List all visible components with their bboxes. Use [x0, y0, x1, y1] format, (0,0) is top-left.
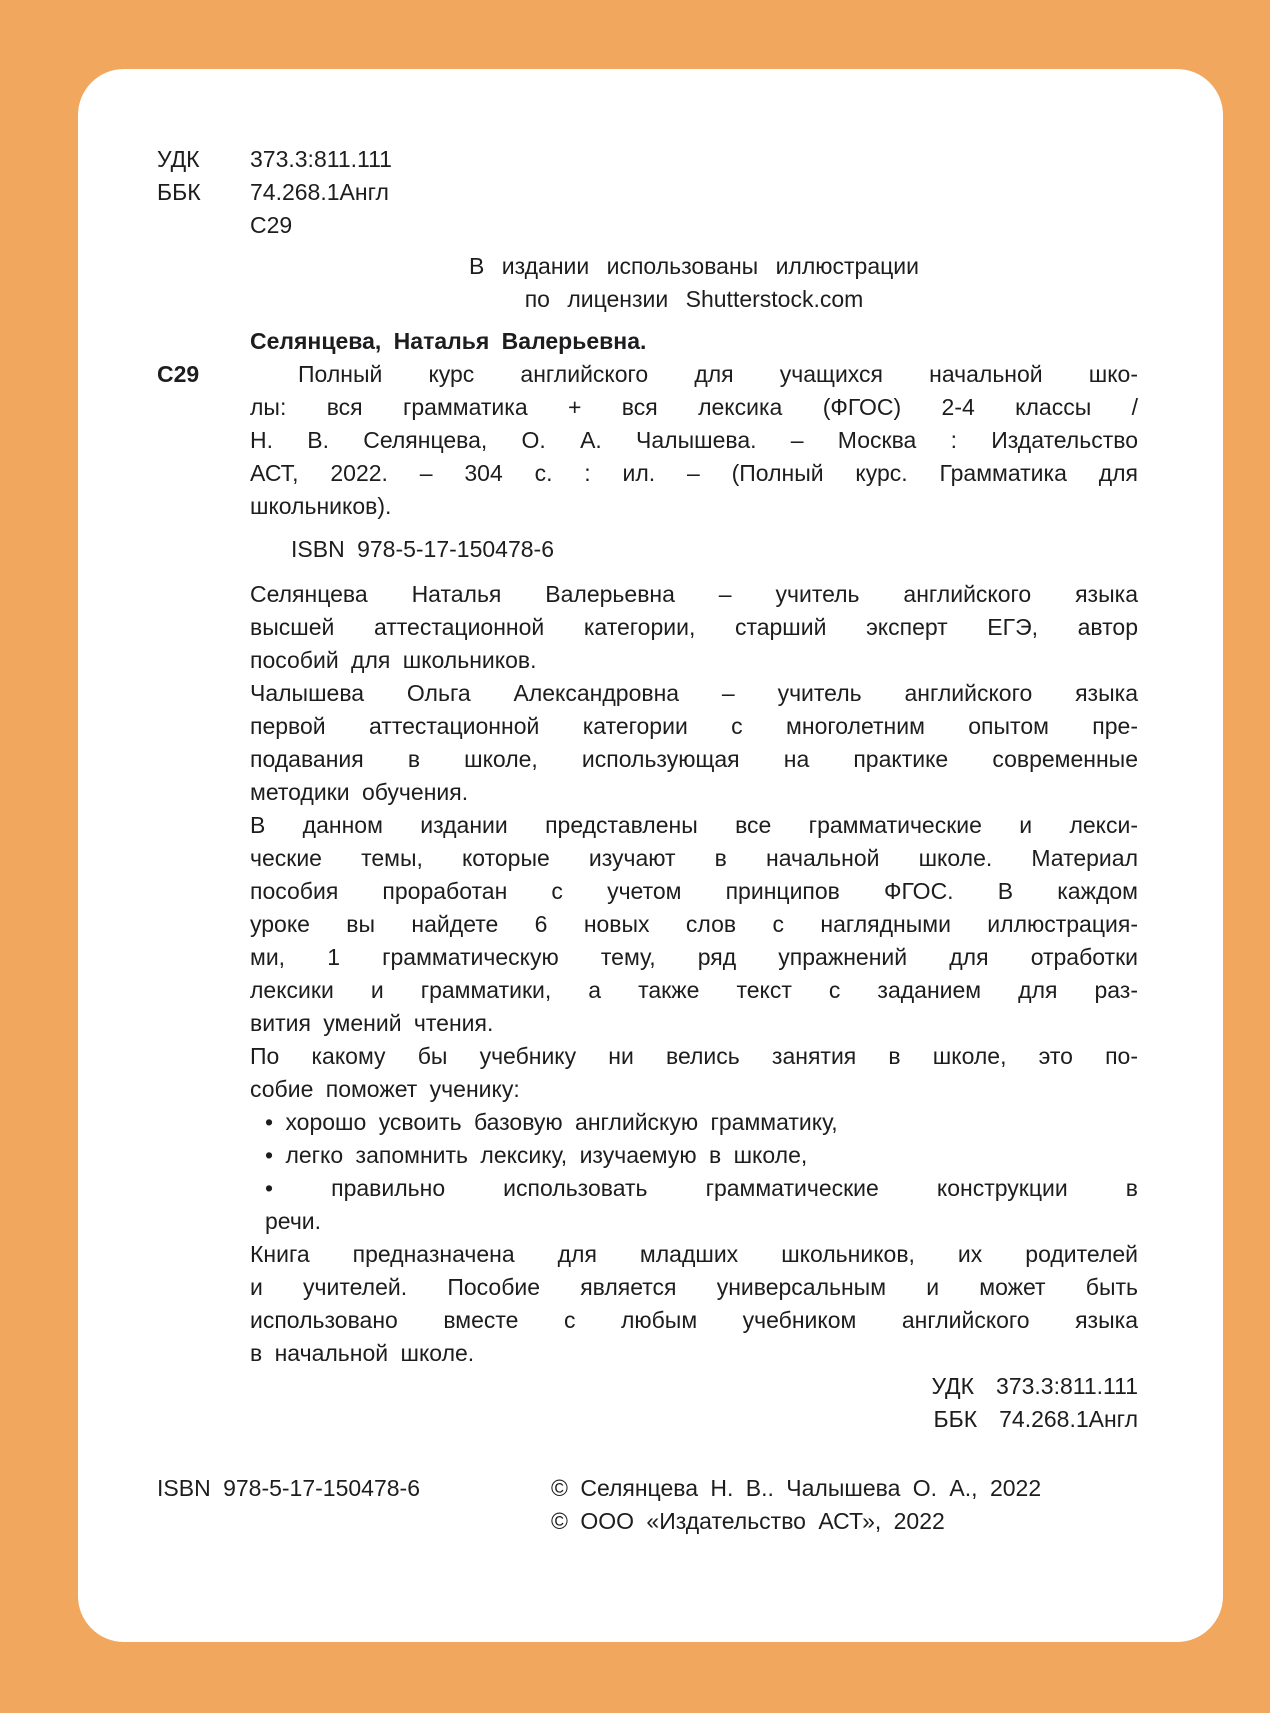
annotation-line: подавания в школе, использующая на практике современные	[250, 746, 1138, 772]
bibliographic-line: АСТ, 2022. – 304 с. : ил. – (Полный курс. Грамматика для	[250, 460, 1138, 486]
annotation-line: речи.	[265, 1208, 322, 1234]
annotation-line: высшей аттестационной категории, старший эксперт ЕГЭ, автор	[250, 614, 1138, 640]
annotation-text	[250, 578, 1138, 1370]
footer-isbn: ISBN 978-5-17-150478-6	[157, 1475, 420, 1501]
udc-row	[157, 143, 1138, 176]
license-note-line: В издании использованы иллюстрации	[469, 253, 919, 279]
annotation-line: и учителей. Пособие является универсальным и может быть	[250, 1274, 1138, 1300]
udc-row-bottom	[250, 1370, 1138, 1403]
annotation-line: использовано вместе с любым учебником английского языка	[250, 1307, 1138, 1333]
isbn-line: ISBN 978-5-17-150478-6	[291, 536, 554, 562]
bibliographic-line: школьников).	[250, 493, 392, 519]
annotation-line: • хорошо усвоить базовую английскую грамматику,	[265, 1109, 838, 1135]
bbk-value-bottom: 74.268.1Англ	[999, 1406, 1138, 1432]
bbk-row-bottom	[250, 1403, 1138, 1436]
author-code-value: С29	[250, 212, 293, 238]
page-card	[78, 69, 1223, 1642]
annotation-line: ческие темы, которые изучают в начальной школе. Материал	[250, 845, 1138, 871]
udc-label: УДК	[157, 146, 200, 172]
license-note-line: по лицензии Shutterstock.com	[524, 286, 864, 312]
annotation-line: Книга предназначена для младших школьников, их родителей	[250, 1241, 1138, 1267]
copyright-block	[551, 1472, 1041, 1538]
bbk-label-bottom: ББК	[933, 1406, 978, 1432]
author-heading: Селянцева, Наталья Валерьевна.	[250, 328, 647, 354]
annotation-line: собие поможет ученику:	[250, 1076, 520, 1102]
text-column	[157, 250, 1138, 1436]
annotation-line: методики обучения.	[250, 779, 469, 805]
annotation-line: пособия проработан с учетом принципов ФГОС. В каждом	[250, 878, 1138, 904]
bbk-value: 74.268.1Англ	[250, 179, 389, 205]
annotation-line: По какому бы учебнику ни велись занятия в школе, это по-	[250, 1043, 1138, 1069]
copyright-line: © Селянцева Н. В.. Чалышева О. А., 2022	[551, 1475, 1042, 1501]
bibliographic-line: Полный курс английского для учащихся начальной шко-	[298, 361, 1138, 387]
annotation-line: первой аттестационной категории с многолетним опытом пре-	[250, 713, 1138, 739]
bibliographic-code: С29	[157, 361, 200, 387]
bibliographic-entry	[157, 325, 1138, 523]
udc-label-bottom: УДК	[931, 1373, 975, 1399]
imprint-page-content	[78, 69, 1223, 1642]
annotation-line: • правильно использовать грамматические конструкции в	[265, 1175, 1138, 1201]
footer-block	[157, 1472, 1138, 1538]
bbk-row	[157, 176, 1138, 209]
bbk-label: ББК	[157, 179, 201, 205]
annotation-line: пособий для школьников.	[250, 647, 537, 673]
annotation-line: В данном издании представлены все грамматические и лекси-	[250, 812, 1138, 838]
bibliographic-line: Н. В. Селянцева, О. А. Чалышева. – Москва : Издательство	[250, 427, 1138, 453]
annotation-line: уроке вы найдете 6 новых слов с наглядными иллюстрация-	[250, 911, 1138, 937]
author-code-label	[157, 209, 250, 242]
bibliographic-description	[250, 358, 1138, 523]
author-code-row	[157, 209, 1138, 242]
top-classification-codes	[157, 143, 1138, 242]
bibliographic-line: лы: вся грамматика + вся лексика (ФГОС) 2-4 классы /	[250, 394, 1138, 420]
copyright-line: © ООО «Издательство АСТ», 2022	[551, 1508, 945, 1534]
bottom-classification-codes	[250, 1370, 1138, 1436]
annotation-line: Селянцева Наталья Валерьевна – учитель английского языка	[250, 581, 1138, 607]
udc-value-bottom: 373.3:811.111	[996, 1373, 1138, 1399]
annotation-line: ми, 1 грамматическую тему, ряд упражнений для отработки	[250, 944, 1138, 970]
license-note	[250, 250, 1138, 316]
annotation-line: вития умений чтения.	[250, 1010, 494, 1036]
udc-value: 373.3:811.111	[250, 146, 392, 172]
annotation-line: Чалышева Ольга Александровна – учитель английского языка	[250, 680, 1138, 706]
annotation-line: лексики и грамматики, а также текст с заданием для раз-	[250, 977, 1138, 1003]
annotation-line: • легко запомнить лексику, изучаемую в школе,	[265, 1142, 808, 1168]
annotation-line: в начальной школе.	[250, 1340, 475, 1366]
